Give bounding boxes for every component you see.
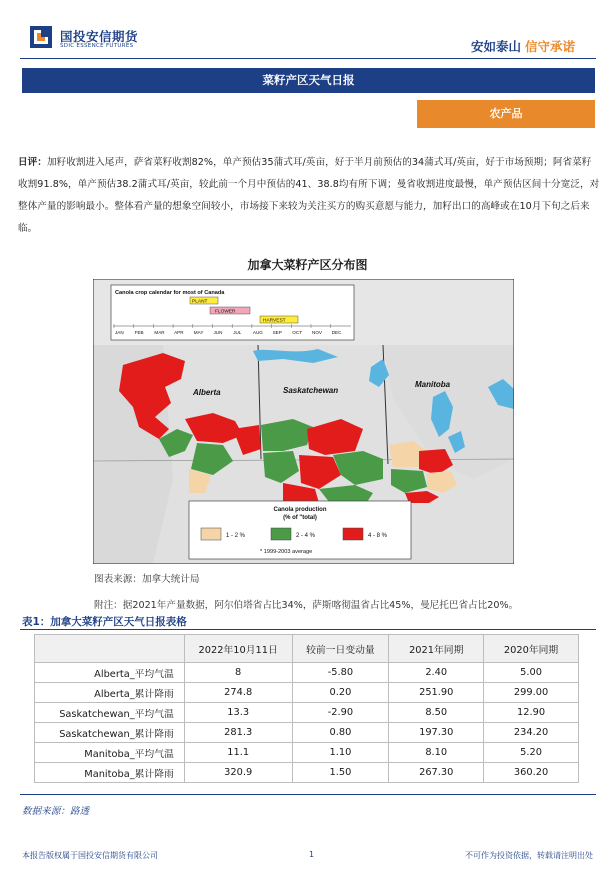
- calendar-month-label: DEC: [331, 330, 342, 335]
- comment-text: 加籽收割进入尾声，萨省菜籽收割82%，单产预估35蒲式耳/英亩，好于半月前预估的34蒲式耳/英亩，好于市场预期；阿省菜籽收割91.8%，单产预估38.2蒲式耳/英亩，较此前一个月中预估的41、38.8均有所下调；曼省收割进度最慢，单产预估区间十分宽泛，对整体产量的影响最小。整体看产量的想象空间较小，市场接下来较为关注买方的购买意愿与能力，加籽出口的高峰或在10月下旬之后来临。: [18, 157, 600, 234]
- canola-region-map: [93, 279, 514, 564]
- comment-label: 日评：: [18, 157, 47, 168]
- table-row-label: Alberta_平均气温: [35, 663, 185, 683]
- table-cell: 5.00: [484, 663, 579, 683]
- table-cell: 251.90: [389, 683, 484, 703]
- company-name-cn: 国投安信期货: [60, 29, 139, 44]
- legend-title-2: (% of "total): [283, 515, 317, 521]
- table-row: [35, 683, 579, 703]
- province-label-alberta: Alberta: [193, 388, 221, 397]
- table-header-cell: 2021年同期: [389, 635, 484, 663]
- calendar-title: Canola crop calendar for most of Canada: [115, 290, 225, 296]
- table-cell: 2.40: [389, 663, 484, 683]
- legend-note: * 1999-2003 average: [260, 549, 313, 555]
- phase-harvest: HARVEST: [263, 318, 286, 324]
- company-logo-icon: [30, 26, 52, 48]
- table-cell: 197.30: [389, 723, 484, 743]
- table-cell: 299.00: [484, 683, 579, 703]
- table-cell: 320.9: [184, 763, 292, 783]
- table-cell: 1.10: [292, 743, 389, 763]
- phase-flower: FLOWER: [215, 309, 236, 315]
- table-row: [35, 743, 579, 763]
- table-row-label: Alberta_累计降雨: [35, 683, 185, 703]
- table-cell: 8.50: [389, 703, 484, 723]
- table-title-divider: [20, 629, 596, 630]
- table-cell: -5.80: [292, 663, 389, 683]
- table-row-label: Saskatchewan_累计降雨: [35, 723, 185, 743]
- table-header-cell: 较前一日变动量: [292, 635, 389, 663]
- table-row: [35, 703, 579, 723]
- table-cell: 360.20: [484, 763, 579, 783]
- calendar-month-label: JUN: [213, 330, 223, 335]
- table-row-label: Manitoba_平均气温: [35, 743, 185, 763]
- table-cell: 1.50: [292, 763, 389, 783]
- table-cell: 5.20: [484, 743, 579, 763]
- table-title: 表1：加拿大菜籽产区天气日报表格: [22, 616, 187, 628]
- header-divider: [20, 58, 596, 59]
- table-row-label: Saskatchewan_平均气温: [35, 703, 185, 723]
- company-name-en: SDIC ESSENCE FUTURES: [60, 43, 134, 49]
- crop-calendar: [111, 285, 354, 340]
- phase-plant: PLANT: [192, 299, 208, 305]
- page-header: [0, 0, 615, 62]
- table-header-cell: 2020年同期: [484, 635, 579, 663]
- table-header-row: [35, 635, 579, 663]
- data-source-divider: [20, 794, 596, 795]
- table-cell: 12.90: [484, 703, 579, 723]
- slogan-part-2: 信守承诺: [524, 39, 575, 54]
- table-cell: 234.20: [484, 723, 579, 743]
- figure-footnote: 附注：据2021年产量数据，阿尔伯塔省占比34%，萨斯喀彻温省占比45%，曼尼托巴省占比20%。: [94, 600, 519, 611]
- legend-item-mid: 2 - 4 %: [296, 533, 316, 539]
- table-cell: 0.20: [292, 683, 389, 703]
- table-cell: 8: [184, 663, 292, 683]
- legend-title-1: Canola production: [273, 507, 327, 513]
- weather-table: [34, 634, 579, 783]
- legend-swatch-high: [343, 528, 363, 540]
- calendar-month-label: JAN: [115, 330, 124, 335]
- calendar-month-label: APR: [174, 330, 184, 335]
- figure-source: 图表来源：加拿大统计局: [94, 574, 200, 585]
- calendar-month-label: MAR: [154, 330, 165, 335]
- calendar-month-label: SEP: [272, 330, 282, 335]
- table-row-label: Manitoba_累计降雨: [35, 763, 185, 783]
- table-cell: 274.8: [184, 683, 292, 703]
- table-row: [35, 723, 579, 743]
- province-label-saskatchewan: Saskatchewan: [283, 386, 339, 395]
- table-cell: 11.1: [184, 743, 292, 763]
- figure-title: 加拿大菜籽产区分布图: [247, 258, 368, 272]
- footer-copyright: 本报告版权属于国投安信期货有限公司: [22, 851, 158, 860]
- table-cell: -2.90: [292, 703, 389, 723]
- legend-item-high: 4 - 8 %: [368, 533, 388, 539]
- legend-swatch-low: [201, 528, 221, 540]
- table-cell: 281.3: [184, 723, 292, 743]
- calendar-month-label: NOV: [312, 330, 322, 335]
- table-row: [35, 763, 579, 783]
- table-cell: 0.80: [292, 723, 389, 743]
- calendar-month-label: AUG: [252, 330, 263, 335]
- report-title: 菜籽产区天气日报: [22, 68, 595, 93]
- daily-comment: [18, 152, 601, 240]
- slogan-part-1: 安如泰山: [470, 39, 521, 54]
- table-source: 数据来源：路透: [22, 806, 90, 817]
- table-header-cell: 2022年10月11日: [184, 635, 292, 663]
- slogan: [471, 37, 575, 55]
- table-row: [35, 663, 579, 683]
- table-cell: 13.3: [184, 703, 292, 723]
- calendar-month-label: JUL: [233, 330, 242, 335]
- page-number: 1: [309, 850, 315, 859]
- table-cell: 267.30: [389, 763, 484, 783]
- category-tag: 农产品: [417, 100, 595, 128]
- footer-disclaimer: 不可作为投资依据，转载请注明出处: [465, 851, 593, 860]
- table-cell: 8.10: [389, 743, 484, 763]
- legend-swatch-mid: [271, 528, 291, 540]
- table-header-cell: [35, 635, 185, 663]
- province-label-manitoba: Manitoba: [415, 380, 451, 389]
- calendar-month-label: FEB: [134, 330, 144, 335]
- legend-item-low: 1 - 2 %: [226, 533, 246, 539]
- map-legend: [189, 501, 411, 559]
- calendar-month-label: OCT: [292, 330, 303, 335]
- calendar-month-label: MAY: [193, 330, 204, 335]
